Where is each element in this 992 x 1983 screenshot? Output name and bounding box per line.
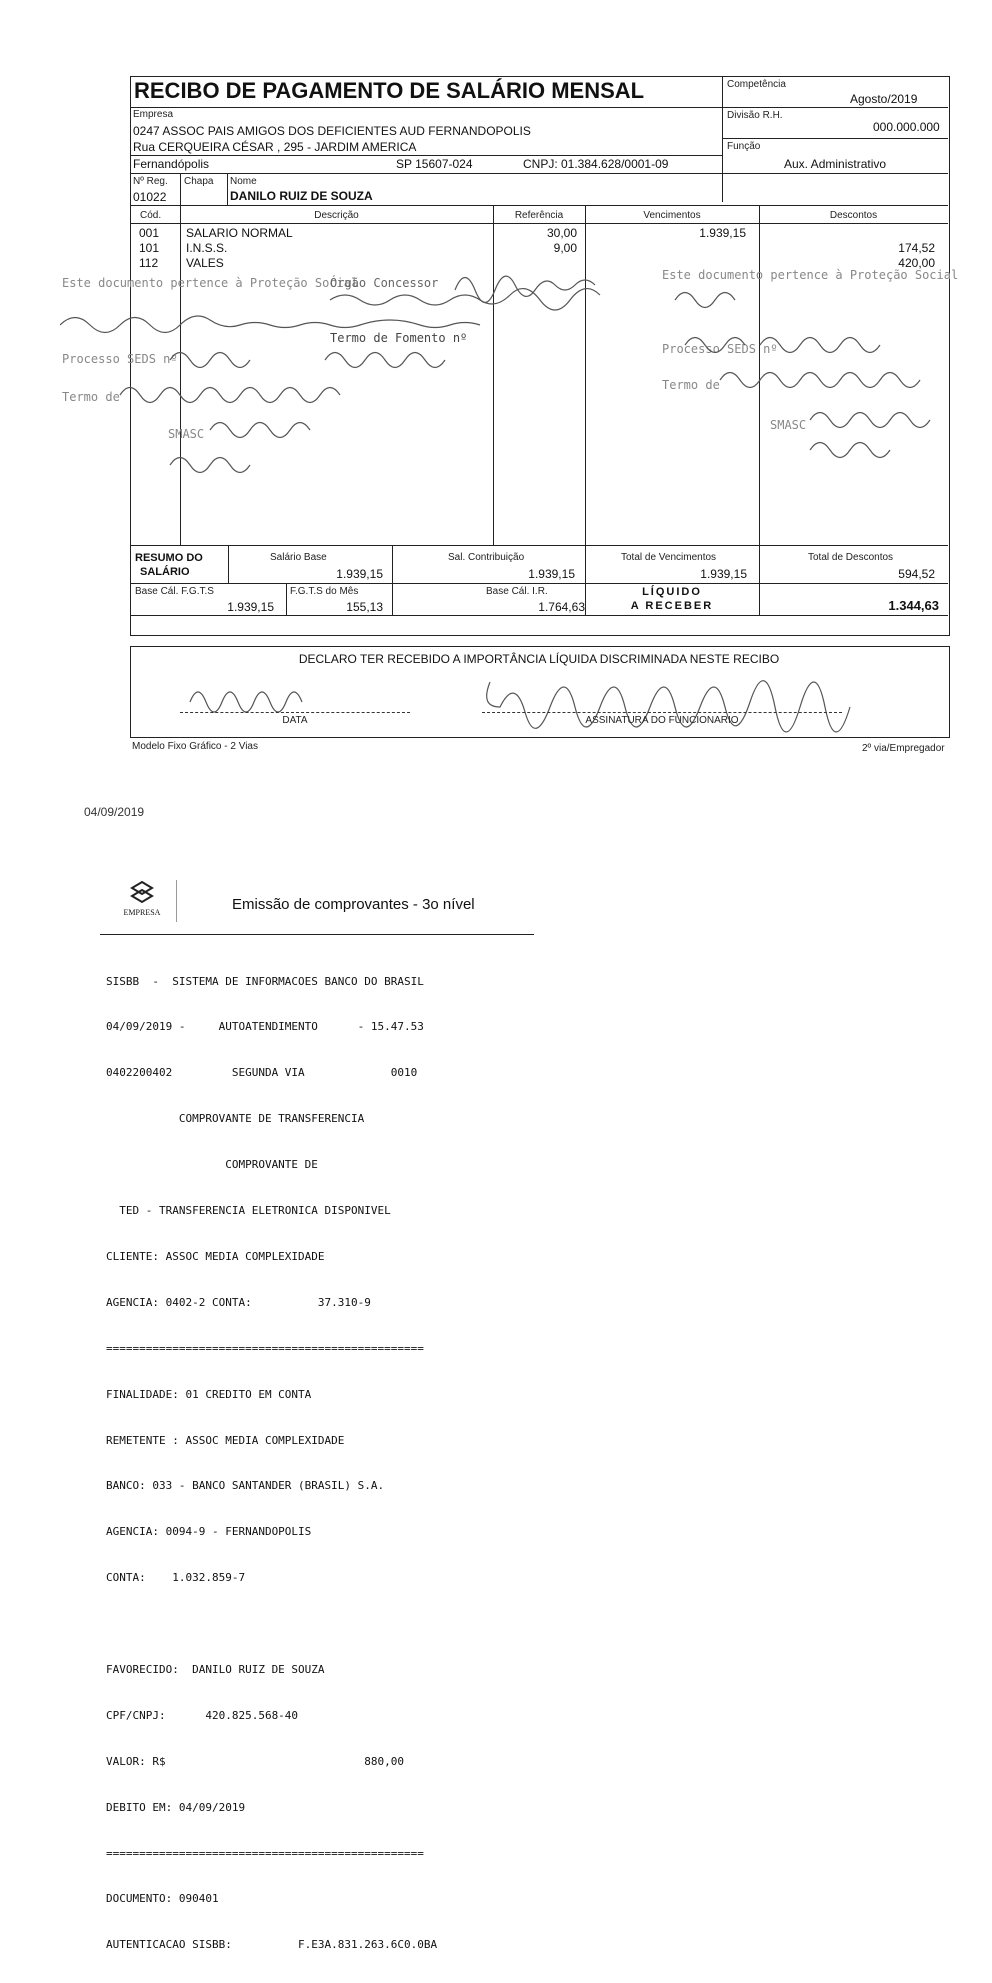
- bb-logo: [112, 880, 172, 922]
- nreg-label: Nº Reg.: [133, 176, 168, 187]
- bank-line: COMPROVANTE DE TRANSFERENCIA: [106, 1112, 365, 1126]
- nome-value: DANILO RUIZ DE SOUZA: [230, 189, 373, 203]
- item-desc: SALARIO NORMAL: [186, 226, 293, 240]
- col-referencia: Referência: [514, 210, 564, 221]
- liquido-label: LÍQUIDO: [642, 586, 702, 598]
- divisao-value: 000.000.000: [873, 120, 940, 134]
- signature-label: ASSINATURA DO FUNCIONARIO: [585, 715, 739, 726]
- col-descricao: Descrição: [314, 210, 359, 221]
- bank-line: COMPROVANTE DE: [106, 1158, 318, 1172]
- bank-line: FINALIDADE: 01 CREDITO EM CONTA: [106, 1387, 312, 1401]
- competencia-value: Agosto/2019: [850, 92, 918, 106]
- declaration-text: DECLARO TER RECEBIDO A IMPORTÂNCIA LÍQUIDA DISCRIMINADA NESTE RECIBO: [298, 652, 780, 666]
- handwritten-date-and-signature: [170, 672, 890, 742]
- state-cep: SP 15607-024: [396, 157, 473, 171]
- divider: [130, 205, 948, 206]
- base-ir-value: 1.764,63: [538, 600, 585, 614]
- item-ref: 9,00: [553, 241, 577, 255]
- divider: [176, 880, 177, 922]
- divider: [100, 934, 534, 935]
- bank-line: 04/09/2019 - AUTOATENDIMENTO - 15.47.53: [106, 1020, 424, 1034]
- stamp-orgao-concessor: Órgão Concessor: [330, 276, 439, 290]
- stamp-smasc: SMASC: [770, 418, 807, 432]
- date-label: DATA: [282, 715, 308, 726]
- divisao-label: Divisão R.H.: [727, 110, 783, 121]
- divider: [130, 107, 948, 108]
- handwritten-annotations: [60, 250, 960, 480]
- bank-line: BANCO: 033 - BANCO SANTANDER (BRASIL) S.A.: [106, 1479, 385, 1493]
- cnpj: CNPJ: 01.384.628/0001-09: [523, 157, 669, 171]
- fgts-mes-label: F.G.T.S do Mês: [290, 586, 359, 597]
- item-descontos: 420,00: [898, 256, 935, 270]
- bank-logo-icon: [122, 880, 162, 906]
- stamp-processo-seds: Processo SEDS nº: [62, 352, 178, 366]
- divider: [130, 155, 722, 156]
- empresa-value: 0247 ASSOC PAIS AMIGOS DOS DEFICIENTES AUD FERNANDOPOLIS: [133, 124, 531, 138]
- funcao-label: Função: [727, 141, 761, 152]
- total-venc-value: 1.939,15: [700, 567, 747, 581]
- funcao-value: Aux. Administrativo: [784, 157, 887, 171]
- bank-line: TED - TRANSFERENCIA ELETRONICA DISPONIVEL: [106, 1204, 391, 1218]
- stamp-protecao-social: Este documento pertence à Proteção Social: [62, 276, 359, 290]
- salario-label: SALÁRIO: [140, 566, 190, 578]
- address: Rua CERQUEIRA CÉSAR , 295 - JARDIM AMERICA: [133, 140, 417, 154]
- item-desc: VALES: [186, 256, 224, 270]
- nome-label: Nome: [230, 176, 257, 187]
- bank-line: AGENCIA: 0402-2 CONTA: 37.310-9: [106, 1295, 371, 1309]
- item-cod: 001: [139, 226, 160, 240]
- chapa-label: Chapa: [184, 176, 214, 187]
- bank-line: DEBITO EM: 04/09/2019: [106, 1800, 246, 1814]
- bank-line: SISBB - SISTEMA DE INFORMACOES BANCO DO BRASIL: [106, 974, 424, 988]
- modelo-label: Modelo Fixo Gráfico - 2 Vias: [132, 741, 258, 752]
- stamp-smasc: SMASC: [168, 427, 205, 441]
- divider: [286, 583, 287, 615]
- item-cod: 101: [139, 241, 160, 255]
- item-descontos: 174,52: [898, 241, 935, 255]
- divider: [180, 173, 181, 205]
- fgts-mes-value: 155,13: [346, 600, 383, 614]
- print-date: 04/09/2019: [84, 805, 145, 819]
- salario-base-value: 1.939,15: [336, 567, 383, 581]
- bank-line: REMETENTE : ASSOC MEDIA COMPLEXIDADE: [106, 1433, 345, 1447]
- bank-line: CLIENTE: ASSOC MEDIA COMPLEXIDADE: [106, 1249, 325, 1263]
- stamp-termo-fomento: Termo de Fomento nº: [330, 331, 468, 345]
- payslip-title: RECIBO DE PAGAMENTO DE SALÁRIO MENSAL: [134, 78, 645, 103]
- bank-line: ================================================: [106, 1341, 424, 1355]
- bank-logo-text: EMPRESA: [123, 908, 161, 917]
- sal-contribuicao-value: 1.939,15: [528, 567, 575, 581]
- total-desc-label: Total de Descontos: [808, 552, 894, 563]
- item-ref: 30,00: [546, 226, 577, 240]
- via-label: 2º via/Empregador: [862, 743, 945, 754]
- nreg-value: 01022: [133, 190, 167, 204]
- base-fgts-label: Base Cál. F.G.T.S: [135, 586, 214, 597]
- bank-line: ================================================: [106, 1846, 424, 1860]
- stamp-processo-seds: Processo SEDS nº: [662, 342, 778, 356]
- col-descontos: Descontos: [829, 210, 878, 221]
- sal-contribuicao-label: Sal. Contribuição: [448, 552, 525, 563]
- divider: [130, 615, 948, 616]
- bank-line: AUTENTICACAO SISBB: F.E3A.831.263.6C0.0BA: [106, 1938, 438, 1952]
- bank-heading: Emissão de comprovantes - 3o nível: [232, 896, 475, 913]
- liquido-value: 1.344,63: [888, 598, 939, 613]
- divider: [180, 712, 410, 713]
- salario-base-label: Salário Base: [270, 552, 327, 563]
- divider: [482, 712, 842, 713]
- city: Fernandópolis: [133, 157, 210, 171]
- item-desc: I.N.S.S.: [186, 241, 228, 255]
- bank-line: VALOR: R$ 880,00: [106, 1754, 405, 1768]
- bank-line: [106, 1616, 437, 1631]
- item-cod: 112: [139, 256, 159, 270]
- bank-line: DOCUMENTO: 090401: [106, 1892, 219, 1906]
- stamp-protecao-social: Este documento pertence à Proteção Social: [662, 268, 959, 282]
- divider: [130, 545, 948, 546]
- resumo-label: RESUMO DO: [135, 552, 203, 564]
- stamp-termo: Termo de: [662, 378, 720, 392]
- col-vencimentos: Vencimentos: [643, 210, 701, 221]
- bank-line: 0402200402 SEGUNDA VIA 0010: [106, 1066, 418, 1080]
- divider: [130, 173, 948, 174]
- bank-line: CPF/CNPJ: 420.825.568-40: [106, 1708, 299, 1722]
- stamp-termo: Termo de: [62, 390, 120, 404]
- base-ir-label: Base Cál. I.R.: [486, 586, 548, 597]
- bank-line: CONTA: 1.032.859-7: [106, 1571, 246, 1585]
- receber-label: A RECEBER: [630, 600, 714, 612]
- base-fgts-value: 1.939,15: [227, 600, 274, 614]
- bank-line: AGENCIA: 0094-9 - FERNANDOPOLIS: [106, 1525, 312, 1539]
- bank-receipt-text: [106, 943, 437, 1983]
- empresa-label: Empresa: [133, 109, 174, 120]
- bank-line: FAVORECIDO: DANILO RUIZ DE SOUZA: [106, 1662, 325, 1676]
- divider: [227, 173, 228, 205]
- divider: [722, 138, 948, 139]
- item-venc: 1.939,15: [699, 226, 746, 240]
- total-venc-label: Total de Vencimentos: [621, 552, 717, 563]
- divider: [130, 583, 948, 584]
- divider: [130, 223, 948, 224]
- competencia-label: Competência: [727, 79, 786, 90]
- col-cod: Cód.: [140, 210, 162, 221]
- divider: [722, 76, 723, 202]
- total-desc-value: 594,52: [898, 567, 935, 581]
